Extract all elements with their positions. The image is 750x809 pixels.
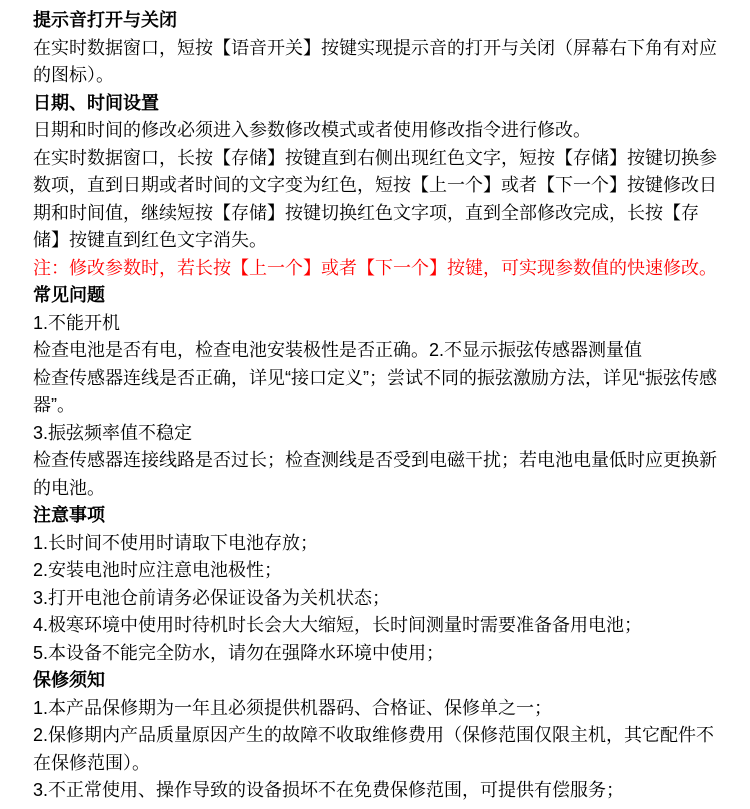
note-text: 注：修改参数时，若长按【上一个】或者【下一个】按键，可实现参数值的快速修改。 [33,257,717,278]
section-heading-precautions: 注意事项 [33,505,105,525]
list-item: 1.本产品保修期为一年且必须提供机器码、合格证、保修单之一； [33,697,553,718]
paragraph: 在实时数据窗口，短按【语音开关】按键实现提示音的打开与关闭（屏幕右下角有对应的图标）。 [33,37,717,85]
list-item: 1.长时间不使用时请取下电池存放； [33,532,319,553]
list-item: 3.不正常使用、操作导致的设备损坏不在免费保修范围，可提供有偿服务； [33,780,625,800]
section-faq [33,282,720,502]
section-precautions [33,502,720,667]
section-heading-faq: 常见问题 [33,285,105,305]
section-beep-toggle [33,7,720,90]
list-item: 4.极寒环境中使用时待机时长会大大缩短，长时间测量时需要准备备用电池； [33,615,643,635]
paragraph: 日期和时间的修改必须进入参数修改模式或者使用修改指令进行修改。 [33,120,591,140]
list-item: 2.安装电池时应注意电池极性； [33,560,283,580]
list-item: 5.本设备不能完全防水，请勿在强降水环境中使用； [33,642,445,663]
section-date-time-settings [33,90,720,283]
list-item: 2.保修期内产品质量原因产生的故障不收取维修费用（保修范围仅限主机，其它配件不在保修范围）。 [33,725,715,773]
paragraph: 1.不能开机 [33,312,121,333]
paragraph: 检查电池是否有电，检查电池安装极性是否正确。2.不显示振弦传感器测量值 [33,340,643,360]
section-heading-warranty: 保修须知 [33,670,105,690]
section-warranty [33,667,720,805]
paragraph: 检查传感器连接线路是否过长；检查测线是否受到电磁干扰；若电池电量低时应更换新的电池。 [33,450,717,498]
section-heading-date-time: 日期、时间设置 [33,92,159,113]
section-heading-beep-toggle: 提示音打开与关闭 [33,10,177,30]
paragraph: 3.振弦频率值不稳定 [33,422,193,443]
paragraph: 在实时数据窗口，长按【存储】按键直到右侧出现红色文字，短按【存储】按键切换参数项，直到日期或者时间的文字变为红色，短按【上一个】或者【下一个】按键修改日期和时间值，继续短按【存储】按键切换红色文字项，直到全部修改完成，长按【存储】按键直到红色文字消失。 [33,147,717,250]
paragraph: 检查传感器连线是否正确，详见“接口定义”；尝试不同的振弦激励方法，详见“振弦传感器”。 [33,367,717,415]
list-item: 3.打开电池仓前请务必保证设备为关机状态； [33,587,391,608]
